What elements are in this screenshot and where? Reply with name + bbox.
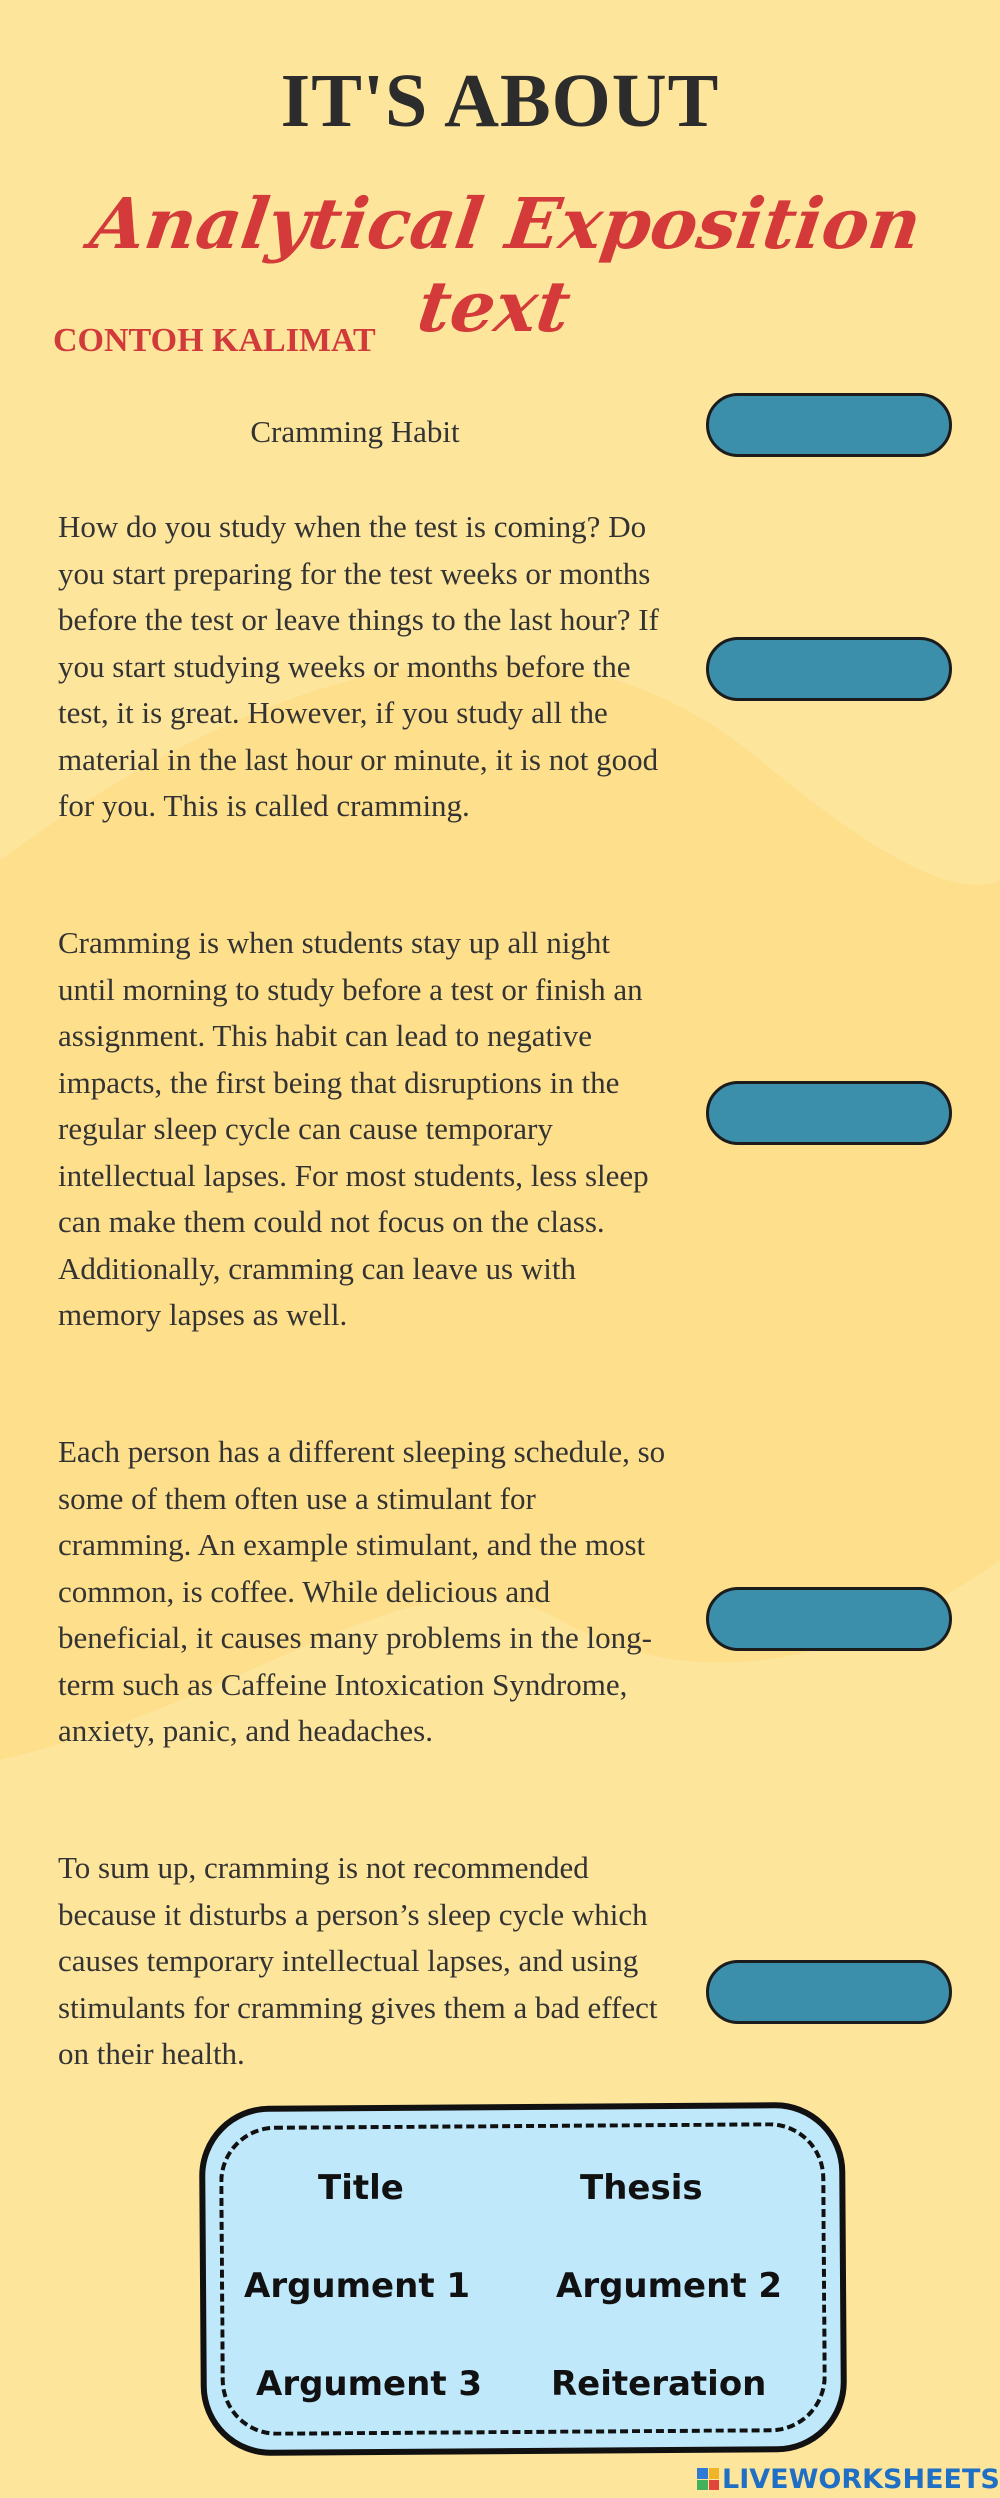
option-thesis[interactable]: Thesis: [580, 2168, 703, 2208]
drop-slot-paragraph-4[interactable]: [706, 1960, 952, 2024]
footer-brand-text: LIVEWORKSHEETS: [722, 2463, 1000, 2495]
page-subtitle: Analytical Exposition text: [85, 182, 927, 348]
page-title: IT'S ABOUT: [280, 59, 720, 143]
essay-paragraph-2: Cramming is when students stay up all night until morning to study before a test or finish an assignment. This habit can lead to negative impacts, the first being that disruptions in the regular sleep cycle can cause temporary intellectual lapses. For most students, less sleep can make them could not focus on the class. Additionally, cramming can leave us with memory lapses as well.: [58, 925, 649, 1332]
drop-slot-paragraph-3[interactable]: [706, 1587, 952, 1651]
drop-slot-title[interactable]: [706, 393, 952, 457]
option-argument-1[interactable]: Argument 1: [244, 2266, 471, 2306]
drop-slot-paragraph-2[interactable]: [706, 1081, 952, 1145]
liveworksheets-logo-icon: [697, 2468, 719, 2490]
drop-slot-paragraph-1[interactable]: [706, 637, 952, 701]
option-title[interactable]: Title: [318, 2168, 404, 2208]
option-argument-3[interactable]: Argument 3: [256, 2364, 483, 2404]
section-label: CONTOH KALIMAT: [53, 322, 376, 359]
essay-paragraph-3: Each person has a different sleeping schedule, so some of them often use a stimulant for cramming. An example stimulant, and the most common, is coffee. While delicious and beneficial, it causes many problems in the long-term such as Caffeine Intoxication Syndrome, anxiety, panic, and headaches.: [58, 1434, 666, 1748]
essay-title: Cramming Habit: [250, 414, 460, 449]
option-reiteration[interactable]: Reiteration: [551, 2364, 767, 2404]
footer-brand[interactable]: [697, 2462, 1000, 2496]
option-argument-2[interactable]: Argument 2: [556, 2266, 783, 2306]
essay-paragraph-4: To sum up, cramming is not recommended because it disturbs a person’s sleep cycle which causes temporary intellectual lapses, and using stimulants for cramming gives them a bad effect on their health.: [58, 1850, 658, 2071]
essay-paragraph-1: How do you study when the test is coming? Do you start preparing for the test weeks or months before the test or leave things to the last hour? If you start studying weeks or months before the test, it is great. However, if you study all the material in the last hour or minute, it is not good for you. This is called cramming.: [58, 509, 659, 823]
